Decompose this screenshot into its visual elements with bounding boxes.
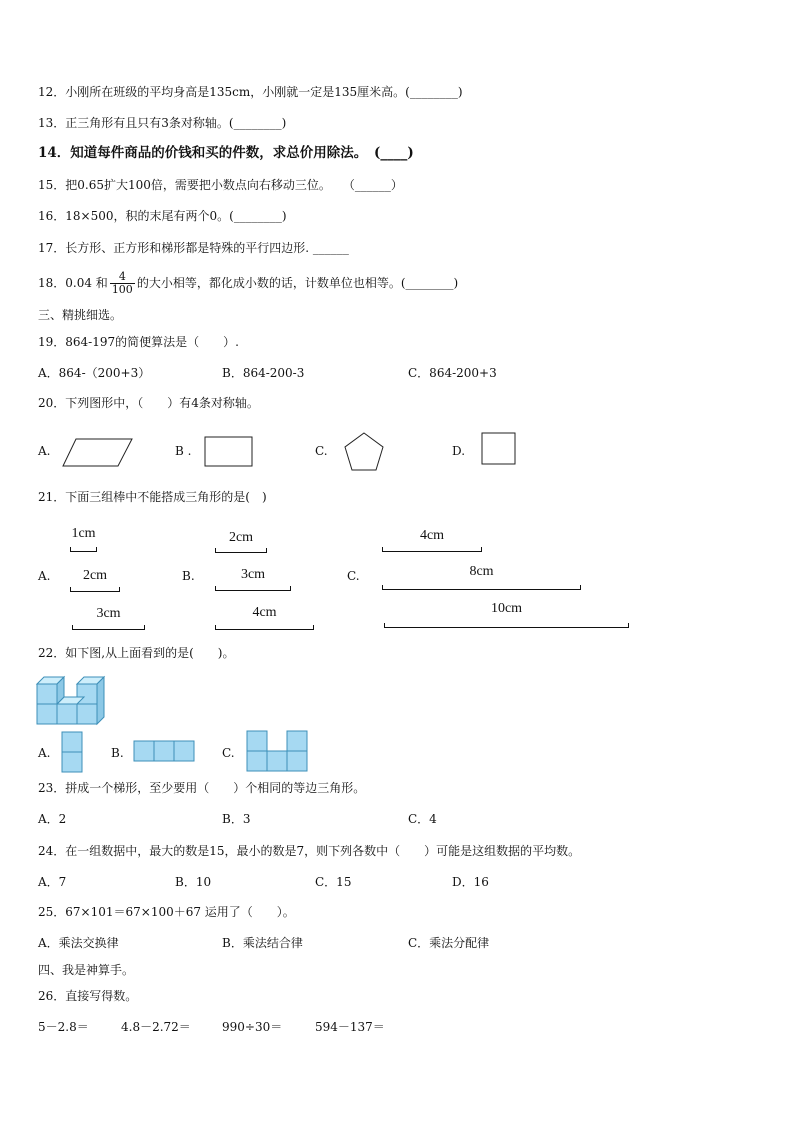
q19-option-c: C．864-200+3 — [408, 366, 497, 380]
q19-option-a: A．864-（200+3） — [38, 366, 151, 380]
stick-c-2 — [382, 564, 581, 590]
calc-item-2: 4.8－2.72＝ — [121, 1020, 191, 1034]
stick-bar — [70, 547, 97, 552]
stick-bar — [215, 586, 291, 591]
question-17: 17．长方形、正方形和梯形都是特殊的平行四边形. ______ — [38, 241, 349, 255]
question-18-suffix: 的大小相等，都化成小数的话，计数单位也相等。(________) — [136, 276, 459, 290]
stick-b-1 — [215, 530, 267, 553]
question-22: 22．如下图,从上面看到的是( )。 — [38, 646, 235, 660]
q20-option-b: B . — [175, 444, 192, 458]
q20-option-a: A. — [38, 444, 51, 458]
stick-b-3 — [215, 605, 314, 630]
stick-c-3 — [384, 601, 629, 628]
question-25: 25．67×101＝67×100＋67 运用了（ ）。 — [38, 905, 295, 919]
square-shape — [481, 432, 517, 466]
stick-bar — [382, 585, 581, 590]
stick-a-3 — [72, 606, 145, 630]
q22-option-a: A. — [38, 746, 51, 760]
question-13: 13．正三角形有且只有3条对称轴。(________) — [38, 116, 287, 130]
q25-option-b: B．乘法结合律 — [222, 936, 303, 950]
question-12: 12．小刚所在班级的平均身高是135cm，小刚就一定是135厘米高。(________) — [38, 85, 463, 99]
q23-option-b: B．3 — [222, 812, 251, 826]
stick-label: 10cm — [490, 601, 523, 616]
question-21: 21．下面三组棒中不能搭成三角形的是( ) — [38, 490, 267, 504]
q22-option-c: C. — [222, 746, 235, 760]
q20-option-c: C. — [315, 444, 328, 458]
q20-option-d: D. — [452, 444, 466, 458]
stick-label: 1cm — [71, 526, 96, 541]
q22-option-b: B. — [111, 746, 124, 760]
cube-structure-figure — [37, 674, 109, 726]
question-19: 19．864-197的简便算法是（ ）. — [38, 335, 239, 349]
question-20: 20．下列图形中，（ ）有4条对称轴。 — [38, 396, 259, 410]
q21-option-c: C. — [347, 569, 360, 583]
pentagon-shape — [343, 432, 385, 472]
section-4-heading: 四、我是神算手。 — [38, 963, 135, 977]
question-15: 15．把0.65扩大100倍，需要把小数点向右移动三位。 （______） — [38, 178, 403, 192]
stick-a-1 — [70, 526, 97, 552]
view-option-b-figure — [133, 740, 197, 764]
stick-bar — [215, 548, 267, 553]
stick-bar — [382, 547, 482, 552]
stick-a-2 — [70, 568, 120, 592]
view-option-a-figure — [61, 731, 85, 773]
fraction-denominator: 100 — [111, 283, 133, 296]
stick-bar — [72, 625, 145, 630]
question-18 — [38, 268, 458, 298]
q25-option-c: C．乘法分配律 — [408, 936, 490, 950]
stick-b-2 — [215, 567, 291, 591]
q21-option-a: A. — [38, 569, 51, 583]
calc-item-3: 990÷30＝ — [222, 1020, 283, 1034]
calc-item-4: 594－137＝ — [315, 1020, 385, 1034]
q23-option-a: A．2 — [38, 812, 67, 826]
calc-item-1: 5－2.8＝ — [38, 1020, 89, 1034]
stick-label: 8cm — [469, 564, 494, 579]
question-24: 24．在一组数据中，最大的数是15，最小的数是7，则下列各数中（ ）可能是这组数据的平均数。 — [38, 844, 581, 858]
rectangle-shape — [204, 436, 254, 468]
question-14: 14．知道每件商品的价钱和买的件数，求总价用除法。 (____) — [38, 145, 414, 161]
q25-option-a: A．乘法交换律 — [38, 936, 119, 950]
q24-option-c: C．15 — [315, 875, 352, 889]
stick-bar — [70, 587, 120, 592]
section-3-heading: 三、精挑细选。 — [38, 308, 123, 322]
q23-option-c: C．4 — [408, 812, 437, 826]
stick-label: 4cm — [252, 605, 277, 620]
stick-label: 4cm — [419, 528, 445, 543]
q21-option-b: B. — [182, 569, 195, 583]
stick-label: 3cm — [96, 606, 121, 621]
question-18-prefix: 18．0.04 和 — [38, 276, 108, 290]
stick-bar — [384, 623, 629, 628]
question-16: 16．18×500，积的末尾有两个0。(________) — [38, 209, 287, 223]
parallelogram-shape — [62, 438, 134, 468]
stick-c-1 — [382, 528, 482, 552]
q24-option-a: A．7 — [38, 875, 67, 889]
q19-option-b: B．864-200-3 — [222, 366, 305, 380]
q24-option-d: D．16 — [452, 875, 489, 889]
q24-option-b: B．10 — [175, 875, 212, 889]
stick-label: 3cm — [240, 567, 266, 582]
stick-label: 2cm — [82, 568, 108, 583]
fraction-numerator: 4 — [110, 271, 135, 284]
question-23: 23．拼成一个梯形，至少要用（ ）个相同的等边三角形。 — [38, 781, 366, 795]
fraction — [110, 271, 135, 296]
stick-bar — [215, 625, 314, 630]
stick-label: 2cm — [228, 530, 254, 545]
question-26: 26．直接写得数。 — [38, 989, 138, 1003]
view-option-c-figure — [246, 730, 310, 774]
